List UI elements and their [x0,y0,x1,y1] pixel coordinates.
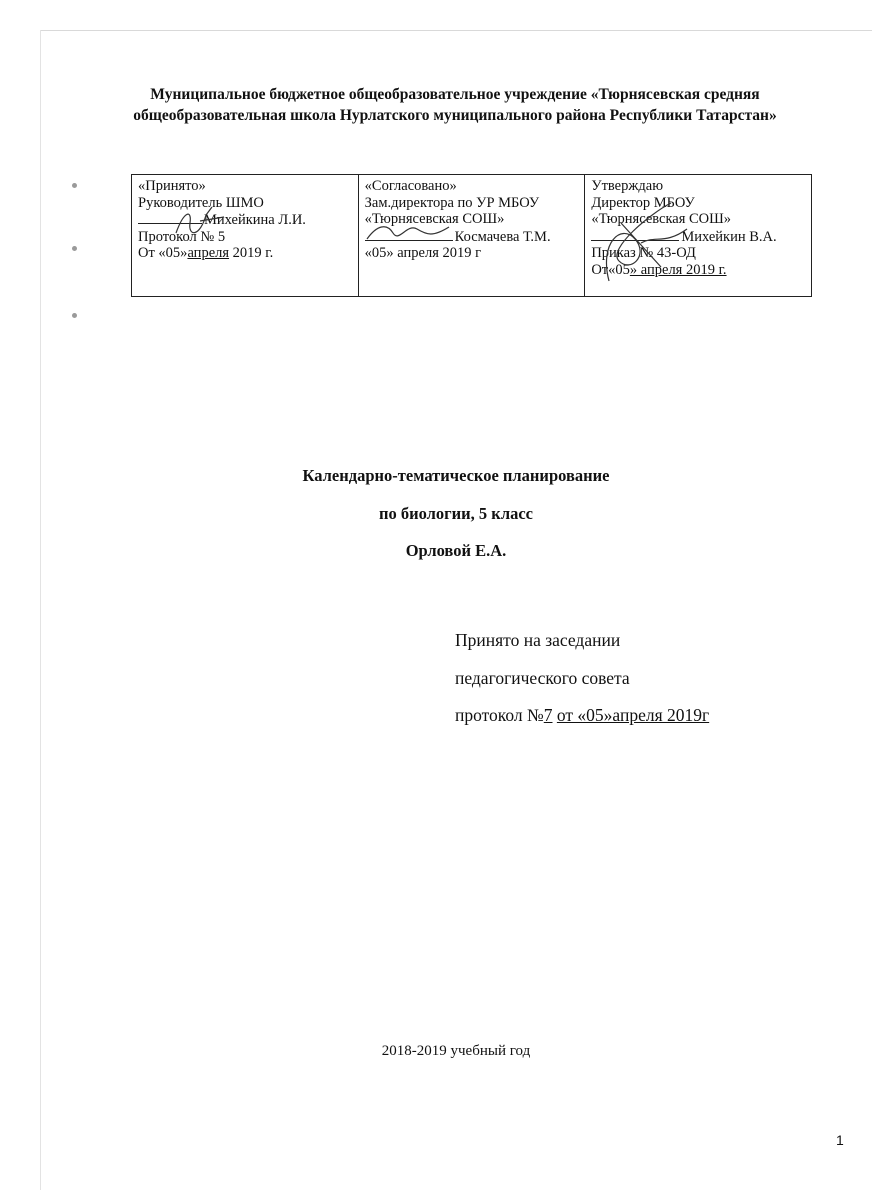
accepted-name: Михейкина Л.И. [204,212,306,228]
accepted-date: От «05»апреля 2019 г. [138,245,274,261]
approved-title: Утверждаю [591,178,664,194]
approved-cell [585,175,812,297]
accepted-cell [132,175,359,297]
approved-order: Приказ № 43-ОД [591,245,696,261]
document-title [40,466,872,579]
council-protocol: протокол №7 от «05»апреля 2019г [455,705,710,725]
approved-date: От«05» апреля 2019 г. [591,261,727,278]
council-approval [455,630,709,743]
accepted-protocol: Протокол № 5 [138,228,226,245]
agreed-date: «05» апреля 2019 г [364,245,482,261]
signature-blank [138,211,202,224]
approval-table [131,174,812,297]
scan-edge [40,30,872,31]
council-line: Принято на заседании [455,630,621,650]
school-header [60,84,850,126]
approved-name: Михейкин В.А. [681,228,777,245]
title-line: Календарно-тематическое планирование [302,466,610,485]
title-author: Орловой Е.А. [405,541,507,560]
approved-role: Директор МБОУ [591,194,695,211]
approved-school: «Тюрнясевская СОШ» [591,211,732,227]
agreed-title: «Согласовано» [364,178,457,194]
school-header-line: общеобразовательная школа Нурлатского муниципального района Республики Татарстан» [133,107,777,124]
punch-hole [72,313,77,318]
page-number: 1 [836,1132,844,1148]
signature-blank [591,228,679,241]
academic-year: 2018-2019 учебный год [381,1043,531,1059]
punch-hole [72,246,77,251]
title-subject: по биологии, 5 класс [379,503,533,523]
agreed-name: Космачева Т.М. [454,228,551,245]
agreed-role: Зам.директора по УР МБОУ [364,194,540,211]
agreed-signature-line [365,228,579,246]
approved-signature-line [591,228,805,246]
accepted-signature-line [138,211,352,229]
council-line: педагогического совета [455,667,630,688]
agreed-school: «Тюрнясевская СОШ» [364,211,505,227]
punch-hole [72,183,77,188]
agreed-cell [358,175,585,297]
school-header-line: Муниципальное бюджетное общеобразовательное учреждение «Тюрнясевская средняя [150,86,760,103]
accepted-role: Руководитель ШМО [138,194,264,211]
signature-blank [365,228,453,241]
accepted-title: «Принято» [138,178,206,194]
scan-edge [40,30,41,1190]
